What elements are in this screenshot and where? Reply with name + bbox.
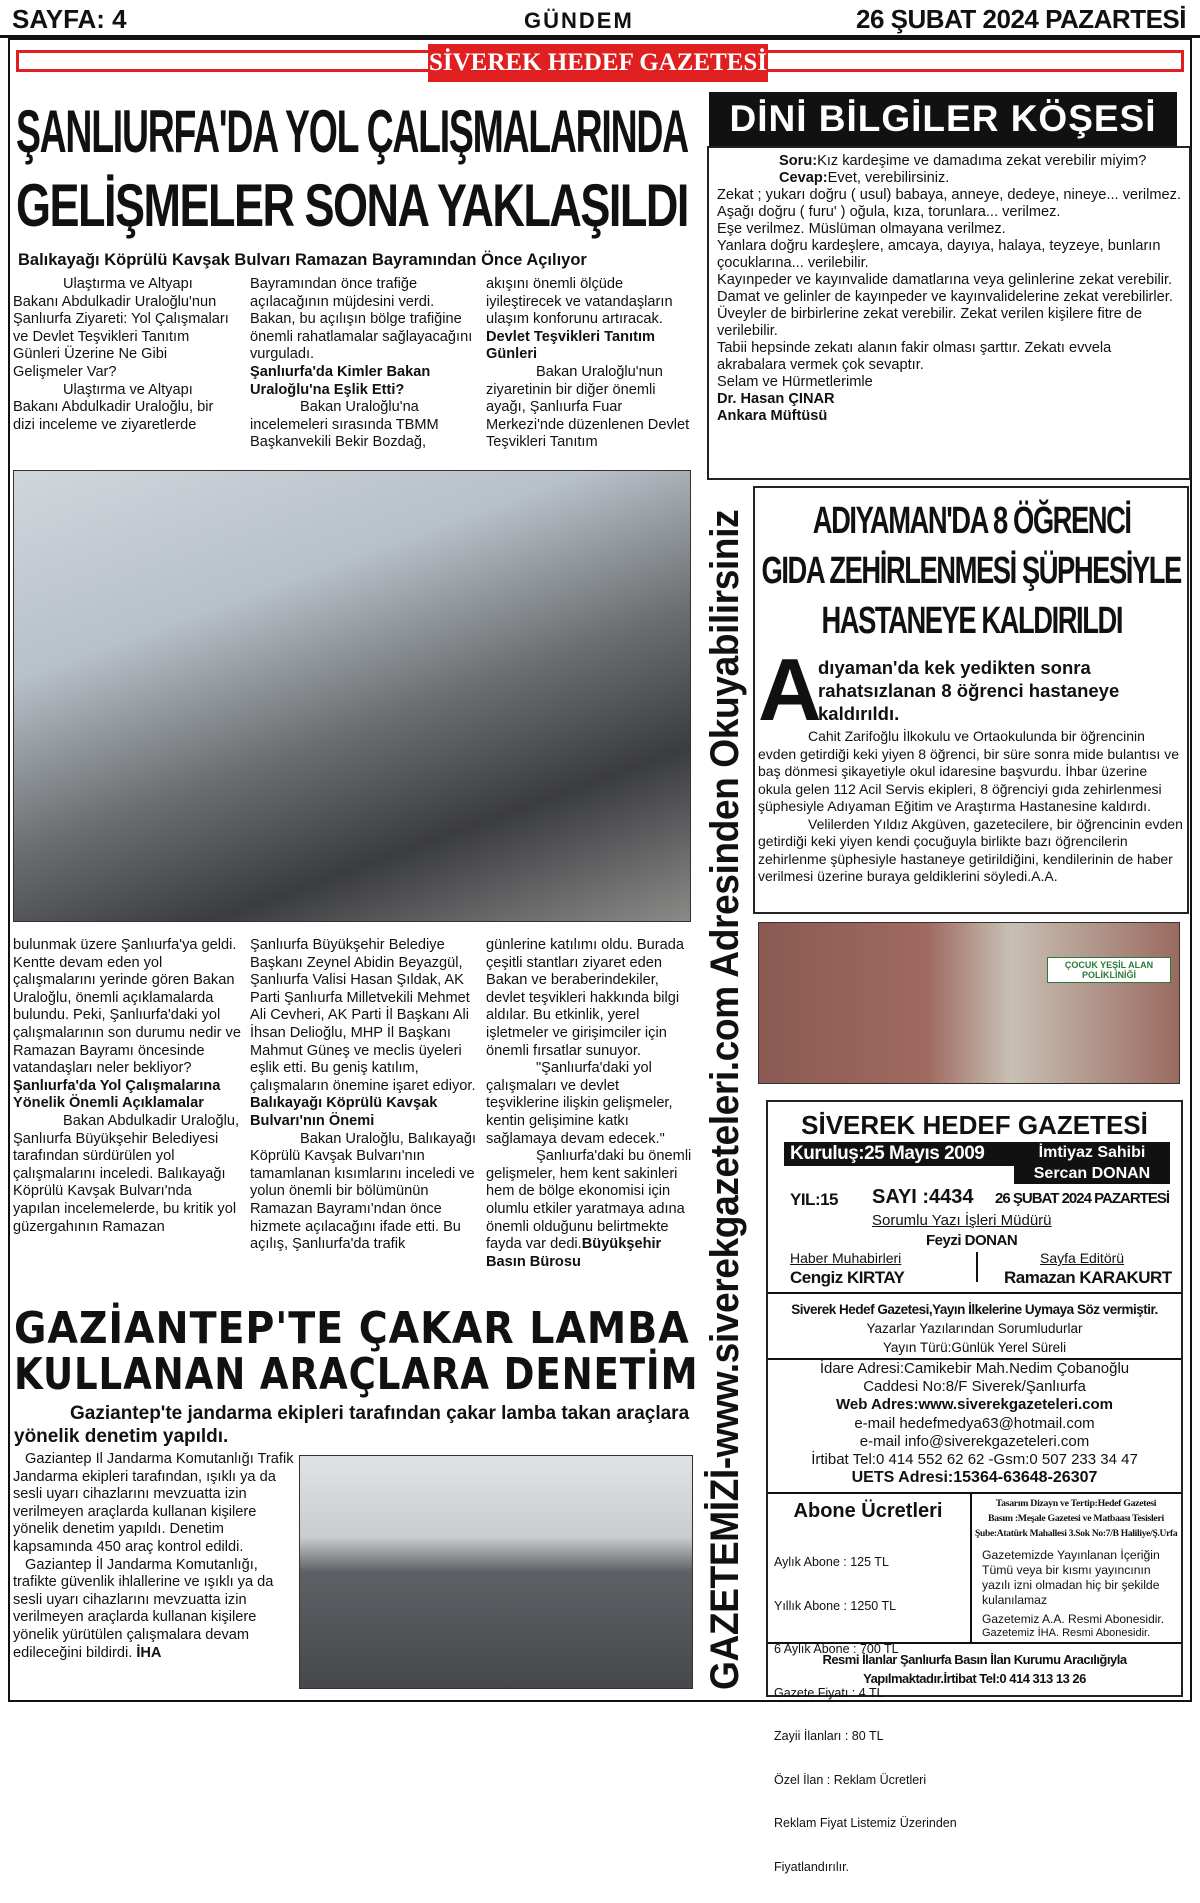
masthead-date: 26 ŞUBAT 2024 PAZARTESİ — [995, 1190, 1169, 1207]
paragraph: Gaziantep İl Jandarma Komutanlığı, trafikte güvenlik ihlallerine ve ışıklı ya da sesli uyarı cihazlarını mevzuatta izin verilmeyen araçlarda kullanan kişilere yönelik yürütülen çalışmalara devam edileceğini bildirdi. — [13, 1556, 274, 1661]
paragraph: Yanlara doğru kardeşlere, amcaya, dayıya, halaya, teyzeye, bunların çocuklarına... verilebilir. — [717, 238, 1161, 271]
print-info: Basım :Meşale Gazetesi ve Matbaası Tesisleri — [988, 1513, 1164, 1524]
email: e-mail hedefmedya63@hotmail.com — [854, 1414, 1095, 1432]
article1-col3 — [486, 276, 696, 454]
founded: Kuruluş:25 Mayıs 2009 — [790, 1143, 985, 1164]
paragraph: Kayınpeder ve kayınvalide damatlarına veya gelinlerine zekat verebilir. — [717, 272, 1173, 288]
paragraph: Cahit Zarifoğlu İlkokulu ve Ortaokulunda bir öğrencinin evden getirdiği keki yiyen 8 öğrenci, bir süre sonra mide bulantısı ve baş dönmesi şikayetiyle okul idaresine başvurdu. İhbar üzerine okula gelen 112 Acil Servis ekipleri, 8 öğrenciyi gıda zehirlenmesi şüphesiyle Adıyaman Eğitim ve Araştırma Hastanesine kaldırdı. — [758, 728, 1179, 814]
author-title: Ankara Müftüsü — [717, 408, 828, 424]
masthead-box — [766, 1100, 1183, 1874]
article1-photo — [13, 470, 691, 922]
paragraph: Selam ve Hürmetlerimle — [717, 374, 873, 390]
masthead-line: Yayın Türü:Günlük Yerel Süreli — [882, 1340, 1067, 1355]
subheading: Şanlıurfa'da Yol Çalışmalarına Yönelik Önemli Açıklamalar — [13, 1077, 221, 1112]
editor: Feyzi DONAN — [926, 1232, 1018, 1249]
issue-number: SAYI :4434 — [872, 1186, 974, 1208]
paragraph: Tabii hepsinde zekatı alanın fakir olması şarttır. Zekatı evvela akrabalara vermek çok sevaptır. — [717, 340, 1112, 373]
prices-title: Abone Ücretleri — [793, 1500, 943, 1522]
uets-address: UETS Adresi:15364-63648-26307 — [851, 1469, 1098, 1487]
editor-label: Sorumlu Yazı İşleri Müdürü — [872, 1212, 1052, 1229]
price-item: Aylık Abone : 125 TL — [774, 1555, 889, 1569]
masthead-line: Siverek Hedef Gazetesi,Yayın İlkelerine Uymaya Söz vermiştir. — [791, 1302, 1158, 1317]
question: Kız kardeşime ve damadıma zekat verebilir miyim? — [817, 153, 1147, 169]
article3-text — [758, 728, 1184, 910]
byline: İHA — [136, 1644, 162, 1661]
article1-headline-2: GELİŞMELER SONA YAKLAŞILDI — [15, 172, 688, 239]
article3-headline-2: GIDA ZEHİRLENMESİ ŞÜPHESİYLE — [761, 550, 1181, 592]
subheading: Devlet Teşvikleri Tanıtım Günleri — [486, 328, 655, 363]
paragraph: Bakan Uraloğlu, Balıkayağı Köprülü Kavşak Bulvarı'nın tamamlanan kısımlarını inceledi ve yolun önemli bir bölümünün Ramazan Bayramı'ndan önce hizmete açılacağını ifade etti. Bu açılış, Şanlıurfa'da trafik — [250, 1130, 477, 1253]
article3-photo — [758, 922, 1180, 1084]
price-item: Yıllık Abone : 1250 TL — [774, 1598, 897, 1613]
phone: İrtibat Tel:0 414 552 62 62 -Gsm:0 507 233 34 47 — [811, 1451, 1138, 1469]
price-item: Reklam Fiyat Listemiz Üzerinden — [774, 1816, 957, 1830]
answer-label: Cevap: — [779, 170, 828, 186]
subheading: Balıkayağı Köprülü Kavşak Bulvarı'nın Önemi — [250, 1095, 438, 1129]
page-editor: Ramazan KARAKURT — [1004, 1268, 1172, 1287]
paragraph: günlerine katılımı oldu. Burada çeşitli stantları ziyaret eden Bakan ve beraberindekiler, devlet teşvikleri hakkında bilgi aldılar. Bu etkinlik, yerel işletmeler ve girişimciler için önemli fırsatlar sunuyor. — [486, 937, 684, 1059]
paragraph: Zekat ; yukarı doğru ( usul) babaya, anneye, dedeye, nineye... verilmez. Aşağı doğru ( furu' ) oğula, kıza, torunlara... verilmez. — [717, 187, 1182, 220]
address-line: Caddesi No:8/F Siverek/Şanlıurfa — [863, 1378, 1086, 1396]
reporters-label: Haber Muhabirleri — [790, 1250, 902, 1266]
paragraph: Velilerden Yıldız Akgüven, gazetecilere, bir öğrencinin evden getirdiği keki yiyen kendi çocuğuyla birlikte bazı öğrencilerin zehirlenme şüphesiyle hastaneye getirildiğini, kendilerinin de haber verilmesi üzerine buraya geldiklerini söyledi.A.A. — [758, 815, 1183, 884]
price-item: 6 Aylık Abone : 700 TL — [774, 1642, 899, 1656]
price-item: Fiyatlandırılır. — [774, 1859, 850, 1874]
brand-title: SİVEREK HEDEF GAZETESİ — [428, 44, 768, 82]
question-label: Soru: — [779, 153, 818, 169]
address-line: İdare Adresi:Camikebir Mah.Nedim Çobanoğlu — [819, 1360, 1130, 1377]
footer-line: Yapılmaktadır.İrtibat Tel:0 414 313 13 26 — [863, 1671, 1086, 1686]
article3-lead: dıyaman'da kek yedikten sonra rahatsızlanan 8 öğrenci hastaneye kaldırıldı. — [818, 657, 1120, 724]
masthead-title: SİVEREK HEDEF GAZETESİ — [801, 1110, 1148, 1140]
paragraph: Ulaştırma ve Altyapı Bakanı Abdulkadir Uraloğlu'nun Şanlıurfa Ziyareti: Yol Çalışmaları ve Devlet Teşvikleri Tanıtım Günleri Üzerine Ne Gibi Gelişmeler Var? — [13, 276, 229, 380]
article1-col6 — [486, 937, 694, 1307]
paragraph: Şanlıurfa'daki bu önemli gelişmeler, hem kent sakinleri hem de bölge ekonomisi için olumlu etkiler yaratmaya adına önemli olduğunu belirtmekte fayda var dedi. — [486, 1148, 692, 1253]
issue-date: 26 ŞUBAT 2024 PAZARTESİ — [856, 4, 1186, 34]
photo-sign: ÇOCUK YEŞİL ALAN POLİKLİNİĞİ — [1047, 957, 1171, 983]
article1-col5 — [250, 937, 478, 1307]
article3-headline-1: ADIYAMAN'DA 8 ÖĞRENCİ — [812, 500, 1131, 542]
price-item: Gazete Fiyatı : 4 TL — [774, 1685, 884, 1700]
section-name: GÜNDEM — [524, 8, 634, 33]
rights-notice: Gazetemizde Yayınlanan İçeriğin Tümü veya bir kısmı yayıncının yazılı izni olmadan hiç bir şekilde kulanılamaz — [982, 1548, 1160, 1607]
reporter: Cengiz KIRTAY — [790, 1268, 905, 1287]
print-info: Tasarım Dizayn ve Tertip:Hedef Gazetesi — [995, 1498, 1157, 1509]
paragraph: Şanlıurfa Büyükşehir Belediye Başkanı Zeynel Abidin Beyazgül, Şanlıurfa Valisi Hasan Şıldak, AK Parti Şanlıurfa Milletvekili Mehmet Ali Cevheri, AK Parti İl Başkanı Ali İhsan Delioğlu, MHP İl Başkanı Mahmut Güneş ve meclis üyeleri eşlik etti. Bu geniş katılım, çalışmaların önemine işaret ediyor. — [250, 937, 476, 1094]
article3-headline-3: HASTANEYE KALDIRILDI — [820, 600, 1122, 642]
owner-label: İmtiyaz Sahibi — [1014, 1142, 1170, 1164]
paragraph: Üveyler de birbirlerine zekat verebilir. Zekat verilen kişilere fitre de verilebilir. — [717, 306, 1143, 339]
vertical-web-banner: GAZETEMİZİ-www.siverekgazeteleri.com Adresinden Okuyabilirsiniz — [703, 509, 747, 1690]
dini-title: DİNİ BİLGİLER KÖŞESİ — [709, 92, 1177, 146]
page-editor-label: Sayfa Editörü — [1040, 1250, 1125, 1266]
article1-subhead: Balıkayağı Köprülü Kavşak Bulvarı Ramazan Bayramından Önce Açılıyor — [18, 251, 587, 269]
paragraph: bulunmak üzere Şanlıurfa'ya geldi. Kentte devam eden yol çalışmalarını yerinde gören Bakan Uraloğlu, önemli açıklamalarda bulundu. Peki, Şanlıurfa'daki yol çalışmalarının son durumu nedir ve Ramazan Bayramı öncesinde vatandaşları neler bekliyor? — [13, 937, 241, 1077]
paragraph: Gaziantep İl Jandarma Komutanlığı Trafik Jandarma ekipleri tarafından, ışıklı ya da sesli uyarı cihazlarını mevzuatta izin verilmeyen araçlarda kullanan kişilere yönelik denetim yapıldı. Denetim kapsamında 450 araç kontrol edildi. — [13, 1451, 294, 1555]
agency-note: Gazetemiz A.A. Resmi Abonesidir. — [982, 1612, 1165, 1626]
dini-box — [707, 146, 1191, 480]
agency-note: Gazetemiz İHA. Resmi Abonesidir. — [982, 1627, 1151, 1639]
article2-headline-1: GAZİANTEP'TE ÇAKAR LAMBA — [13, 1303, 690, 1354]
paragraph: akışını önemli ölçüde iyileştirecek ve vatandaşların ulaşım konforunu artıracak. — [486, 276, 673, 328]
subheading: Şanlıurfa'da Kimler Bakan Uraloğlu'na Eşlik Etti? — [250, 363, 431, 398]
price-item: Zayii İlanları : 80 TL — [774, 1729, 884, 1743]
page-header — [0, 0, 1200, 38]
print-info: Şube:Atatürk Mahallesi 3.Sok No:7/B Haliliye/Ş.Urfa — [975, 1528, 1178, 1539]
masthead-line: Yazarlar Yazılarından Sorumludurlar — [866, 1321, 1083, 1336]
article1-col1 — [13, 276, 238, 454]
article1-col2 — [250, 276, 475, 454]
paragraph: Bakan Uraloğlu'na incelemeleri sırasında TBMM Başkanvekili Bekir Bozdağ, — [250, 399, 439, 451]
price-item: Özel İlan : Reklam Ücretleri — [774, 1772, 927, 1787]
owner: Sercan DONAN — [1014, 1164, 1170, 1184]
article2-subhead: Gaziantep'te jandarma ekipleri tarafından çakar lamba takan araçlara yönelik denetim yapıldı. — [14, 1403, 690, 1447]
web-address: Web Adres:www.siverekgazeteleri.com — [835, 1396, 1114, 1414]
answer: Evet, verebilirsiniz. — [827, 170, 950, 186]
author: Dr. Hasan ÇINAR — [717, 391, 835, 407]
article2-photo — [299, 1455, 693, 1689]
paragraph: Bakan Uraloğlu'nun ziyaretinin bir diğer önemli ayağı, Şanlıurfa Fuar Merkezi'nde düzenlenen Devlet Teşvikleri Tanıtım — [486, 363, 690, 451]
paragraph: Damat ve gelinler de kayınpeder ve kayınvalidelerine zekat verebilirler. — [717, 289, 1173, 305]
year: YIL:15 — [790, 1190, 839, 1209]
article2-headline-2: KULLANAN ARAÇLARA DENETİM — [14, 1349, 699, 1400]
footer-line: Resmi İlanlar Şanlıurfa Basın İlan Kurumu Aracılığıyla — [822, 1652, 1127, 1667]
paragraph: Eşe verilmez. Müslüman olmayana verilmez. — [717, 221, 1006, 237]
dropcap: A — [758, 640, 822, 739]
article1-headline-1: ŞANLIURFA'DA YOL ÇALIŞMALARINDA — [15, 98, 688, 165]
byline: Büyükşehir Basın Bürosu — [486, 1236, 662, 1270]
paragraph: Bakan Abdulkadir Uraloğlu, Şanlıurfa Büyükşehir Belediyesi tarafından sürdürülen yol çalışmalarını inceledi. Balıkayağı Köprülü Kavşak Bulvarı'nda yapılan incelemelerde, bu kritik yol güzergahının Ramazan — [13, 1112, 240, 1235]
email: e-mail info@siverekgazeteleri.com — [859, 1432, 1090, 1450]
paragraph: Ulaştırma ve Altyapı Bakanı Abdulkadir Uraloğlu, bir dizi inceleme ve ziyaretlerde — [13, 381, 214, 433]
paragraph: "Şanlıurfa'daki yol çalışmaları ve devlet teşviklerine ilişkin gelişmeler, kentin gelişimine katkı sağlamaya devam edecek." — [486, 1060, 673, 1147]
article1-col4 — [13, 937, 241, 1307]
paragraph: Bayramından önce trafiğe açılacağının müjdesini verdi. Bakan, bu açılışın bölge trafiğine önemli rahatlamalar sağlayacağını vurguladı. — [250, 276, 473, 363]
page-number: SAYFA: 4 — [12, 4, 127, 34]
article2-text — [13, 1451, 295, 1687]
